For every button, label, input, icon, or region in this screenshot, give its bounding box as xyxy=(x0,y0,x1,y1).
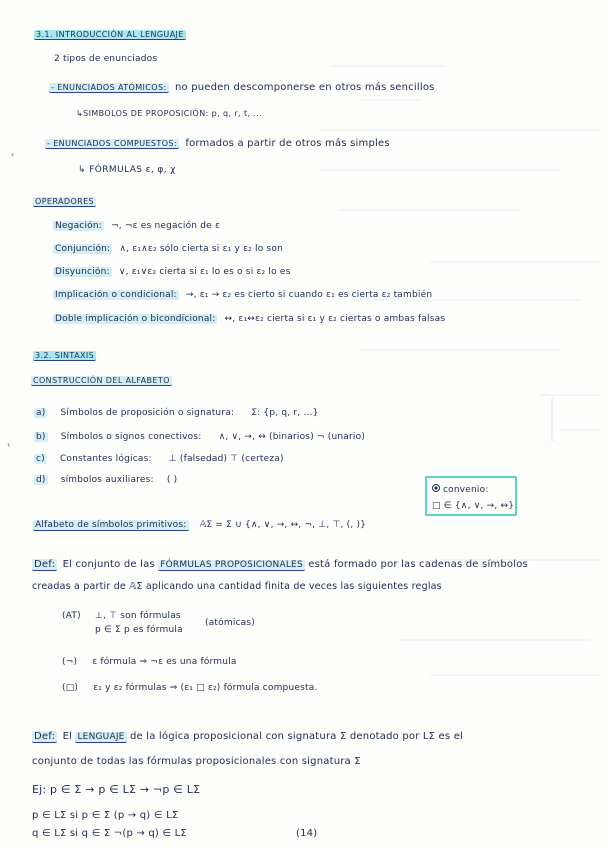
operator-biconditional: Doble implicación o bicondicional: ↔, ε₁↔ε₂ cierta si ε₁ y ε₂ ciertas o ambas falsas xyxy=(55,314,446,324)
alphabet-heading: CONSTRUCCIÓN DEL ALFABETO xyxy=(33,376,170,385)
convention-value: □ ∈ {∧, ∨, →, ↔} xyxy=(432,501,515,511)
alphabet-item-c: c) Constantes lógicas: ⊥ (falsedad) ⊤ (certeza) xyxy=(36,454,284,464)
atomic-sub: ↳SIMBOLOS DE PROPOSICIÓN: p, q, r, t, ... xyxy=(76,109,263,118)
rule-atomic-1: ⊥, ⊤ son fórmulas xyxy=(95,611,181,621)
example-1: Ej: p ∈ Σ → p ∈ LΣ → ¬p ∈ LΣ xyxy=(32,783,201,796)
example-3: q ∈ LΣ si q ∈ Σ ¬(p → q) ∈ LΣ xyxy=(32,828,187,839)
definition2-line2: conjunto de todas las fórmulas proposicionales con signatura Σ xyxy=(32,756,361,767)
section-title-introduccion: 3.1. INTRODUCCIÓN AL LENGUAJE xyxy=(36,30,184,39)
compound-sub: ↳ FÓRMULAS ε, φ, χ xyxy=(78,165,176,175)
definition1-line2: creadas a partir de 𝔸Σ aplicando una cantidad finita de veces las siguientes reglas xyxy=(32,581,442,592)
margin-mark-top: ‹ xyxy=(11,150,15,159)
rule-binary: (□) ε₁ y ε₂ fórmulas ⇒ (ε₁ □ ε₂) fórmula compuesta. xyxy=(62,683,318,693)
atomic-statements xyxy=(49,82,435,94)
definition1-line1: Def: El conjunto de las FÓRMULAS PROPOSICIONALES está formado por las cadenas de símbolos xyxy=(34,559,528,570)
compound-text: formados a partir de otros más simples xyxy=(185,138,390,149)
operator-implication: Implicación o condicional: →, ε₁ → ε₂ es cierto si cuando ε₁ es cierta ε₂ también xyxy=(55,290,433,300)
example-2: p ∈ LΣ si p ∈ Σ (p → q) ∈ LΣ xyxy=(32,810,179,821)
alphabet-item-d: d) símbolos auxiliares: ( ) xyxy=(36,475,178,485)
rule-negation: (¬) ε fórmula ⇒ ¬ε es una fórmula xyxy=(62,657,237,667)
operator-disjunction: Disyunción: ∨, ε₁∨ε₂ cierta si ε₁ lo es o si ε₂ lo es xyxy=(55,267,291,277)
compound-statements xyxy=(45,138,390,150)
alphabet-item-b: b) Símbolos o signos conectivos: ∧, ∨, →, ↔ (binarios) ¬ (unario) xyxy=(36,432,366,442)
convention-title: convenio: xyxy=(432,484,489,496)
margin-mark-bottom: ‹ xyxy=(7,440,11,449)
primitive-alphabet: Alfabeto de símbolos primitivos: 𝔸Σ = Σ ∪ {∧, ∨, →, ↔, ¬, ⊥, ⊤, (, )} xyxy=(35,520,367,530)
atomic-text: no pueden descomponerse en otros más sencillos xyxy=(174,82,435,93)
intro-text: 2 tipos de enunciados xyxy=(54,54,158,64)
operator-negation: Negación: ¬, ¬ε es negación de ε xyxy=(55,221,221,231)
rule-atomic-note: (atómicas) xyxy=(205,618,255,628)
atomic-label: - ENUNCIADOS ATÓMICOS: xyxy=(51,83,167,92)
dot-bullet-icon xyxy=(432,484,440,492)
section-title-sintaxis: 3.2. SINTAXIS xyxy=(35,351,95,360)
compound-label: - ENUNCIADOS COMPUESTOS: xyxy=(47,139,177,148)
operator-conjunction: Conjunción: ∧, ε₁∧ε₂ sólo cierta si ε₁ y ε₂ lo son xyxy=(55,244,283,254)
alphabet-item-a: a) Símbolos de proposición o signatura: Σ: {p, q, r, ...} xyxy=(36,408,319,418)
rule-atomic-mark: (AT) xyxy=(62,611,81,621)
operators-heading: OPERADORES xyxy=(35,197,95,206)
definition2-line1: Def: El LENGUAJE de la lógica proposicional con signatura Σ denotado por LΣ es el xyxy=(34,731,464,742)
rule-atomic-2: p ∈ Σ p es fórmula xyxy=(95,625,183,635)
page-number: (14) xyxy=(296,828,318,839)
